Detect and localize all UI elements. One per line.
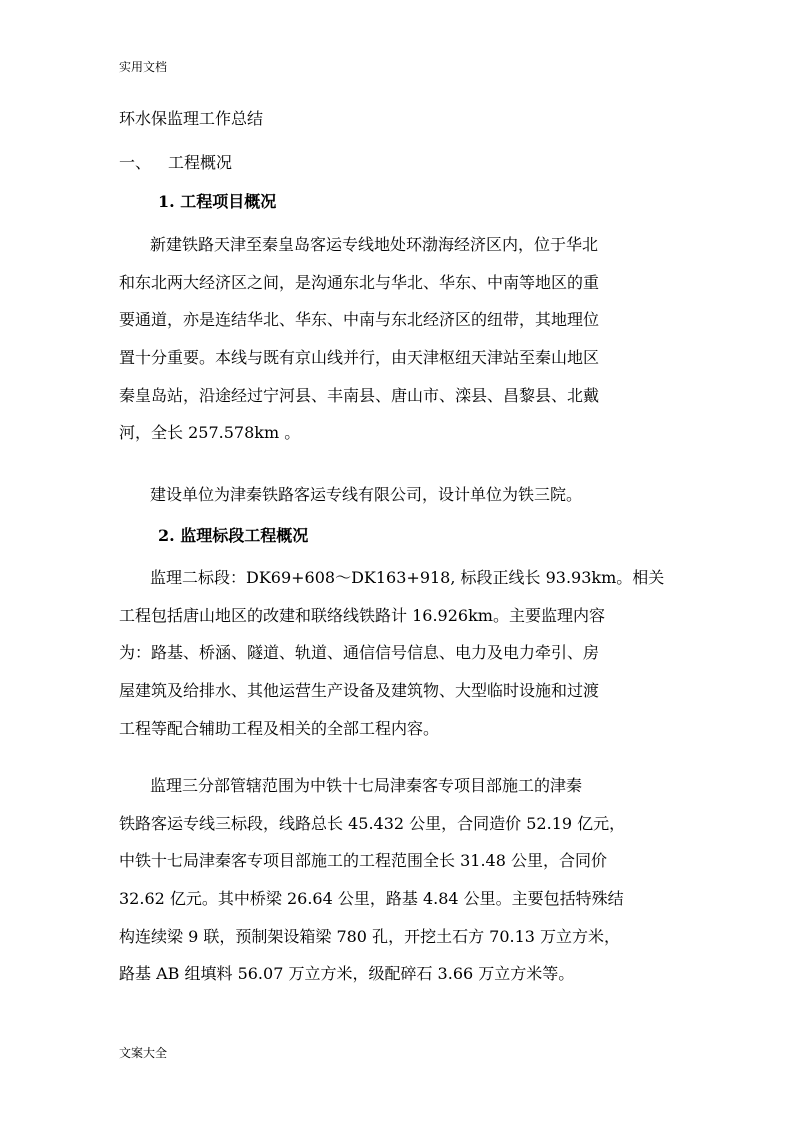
paragraph-project-overview <box>119 235 679 461</box>
paragraph-line: 路基 AB 组填料 56.07 万立方米，级配碎石 3.66 万立方米等。 <box>119 964 575 984</box>
paragraph-line: 铁路客运专线三标段，线路总长 45.432 公里，合同造价 52.19 亿元， <box>119 813 626 833</box>
paragraph-line: 要通道，亦是连结华北、华东、中南与东北经济区的纽带，其地理位 <box>119 310 600 330</box>
page-footer-label: 文案大全 <box>119 1046 168 1060</box>
paragraph-line: 置十分重要。本线与既有京山线并行，由天津枢纽天津站至秦山地区 <box>119 348 600 368</box>
paragraph-supervision-section <box>119 568 679 756</box>
section-title: 工程概况 <box>168 153 233 172</box>
paragraph-line: 屋建筑及给排水、其他运营生产设备及建筑物、大型临时设施和过渡 <box>119 681 600 701</box>
subsection-heading-2: 2. 监理标段工程概况 <box>158 526 309 545</box>
section-number: 一、 <box>119 153 152 172</box>
paragraph-line: 和东北两大经济区之间，是沟通东北与华北、华东、中南等地区的重 <box>119 272 600 292</box>
document-title: 环水保监理工作总结 <box>119 109 264 128</box>
paragraph-construction-unit <box>119 485 679 523</box>
subsection-heading-1: 1. 工程项目概况 <box>158 192 277 211</box>
paragraph-line: 构连续梁 9 联，预制架设箱梁 780 孔，开挖土石方 70.13 万立方米， <box>119 926 621 946</box>
paragraph-line: 工程包括唐山地区的改建和联络线铁路计 16.926km。主要监理内容 <box>119 605 605 625</box>
paragraph-line: 32.62 亿元。其中桥梁 26.64 公里，路基 4.84 公里。主要包括特殊结 <box>119 889 624 909</box>
paragraph-line: 建设单位为津秦铁路客运专线有限公司，设计单位为铁三院。 <box>150 485 583 504</box>
paragraph-line: 监理三分部管辖范围为中铁十七局津秦客专项目部施工的津秦 <box>150 776 583 795</box>
paragraph-third-division <box>119 776 679 1002</box>
paragraph-line: 新建铁路天津至秦皇岛客运专线地处环渤海经济区内，位于华北 <box>150 235 599 254</box>
paragraph-line: 监理二标段：DK69+608～DK163+918, 标段正线长 93.93km。相关 <box>150 568 665 587</box>
paragraph-line: 中铁十七局津秦客专项目部施工的工程范围全长 31.48 公里，合同价 <box>119 851 607 871</box>
page-header-label: 实用文档 <box>119 60 168 74</box>
paragraph-line: 为：路基、桥涵、隧道、轨道、通信信号信息、电力及电力牵引、房 <box>119 643 600 663</box>
paragraph-line: 秦皇岛站，沿途经过宁河县、丰南县、唐山市、滦县、昌黎县、北戴 <box>119 385 600 405</box>
paragraph-line: 工程等配合辅助工程及相关的全部工程内容。 <box>119 718 440 738</box>
paragraph-line: 河，全长 257.578km 。 <box>119 423 301 443</box>
